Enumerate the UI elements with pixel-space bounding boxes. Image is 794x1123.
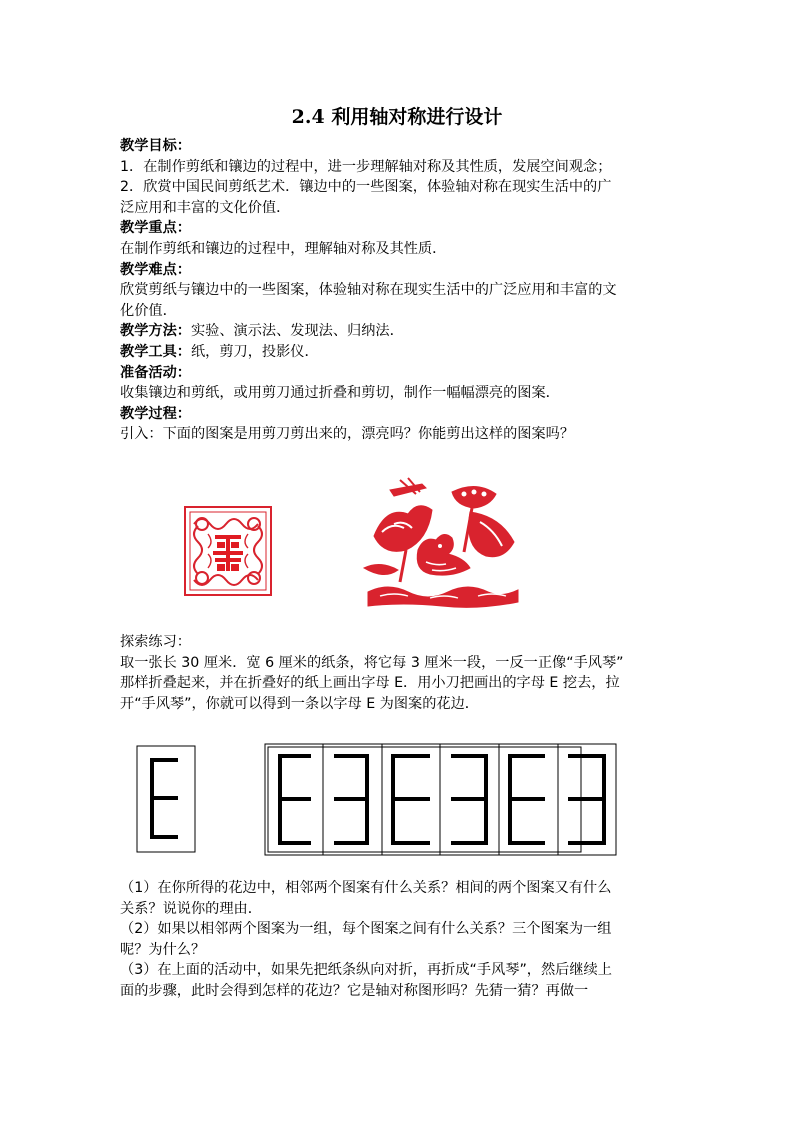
single-letter-e (137, 746, 195, 852)
letter-e-border-strip (265, 744, 616, 855)
question-1a: （1）在你所得的花边中，相邻两个图案有什么关系？相间的两个图案又有什么 (120, 880, 612, 896)
method-text: 实验、演示法、发现法、归纳法． (190, 323, 404, 340)
goal-line-2a: 2．欣赏中国民间剪纸艺术．镶边中的一些图案，体验轴对称在现实生活中的广 (120, 179, 612, 196)
difficulty-heading: 教学难点： (120, 261, 191, 278)
question-3a: （3）在上面的活动中，如果先把纸条纵向对折，再折成“手风琴”，然后继续上 (120, 962, 612, 979)
double-happiness-papercut-icon (182, 504, 274, 598)
explore-line-2: 那样折叠起来，并在折叠好的纸上画出字母 E．用小刀把画出的字母 E 挖去，拉 (120, 675, 620, 692)
explore-section (120, 632, 676, 714)
goal-heading: 教学目标： (120, 138, 191, 154)
explore-line-1: 取一张长 30 厘米．宽 6 厘米的纸条，将它每 3 厘米一段，一反一正像“手风琴” (120, 654, 624, 671)
difficulty-line-1: 欣赏剪纸与镶边中的一些图案，体验轴对称在现实生活中的广泛应用和丰富的文 (120, 282, 617, 299)
papercut-images (0, 470, 794, 620)
key-text: 在制作剪纸和镶边的过程中，理解轴对称及其性质． (120, 240, 447, 257)
goal-line-1: 1．在制作剪纸和镶边的过程中，进一步理解轴对称及其性质，发展空间观念； (120, 158, 612, 175)
explore-heading: 探索练习： (120, 634, 191, 650)
question-3b: 面的步骤，此时会得到怎样的花边？它是轴对称图形吗？先猜一猜？再做一 (120, 982, 589, 999)
process-heading: 教学过程： (120, 405, 191, 422)
page-title: 2.4 利用轴对称进行设计 (291, 106, 503, 128)
difficulty-line-2: 化价值． (120, 302, 177, 319)
tools-heading: 教学工具： (120, 343, 191, 360)
questions-section (120, 878, 676, 1002)
question-2b: 呢？为什么？ (120, 941, 206, 958)
method-heading: 教学方法： (120, 323, 191, 340)
tools-line (120, 342, 676, 363)
lotus-mandarin-ducks-papercut-icon (360, 472, 526, 610)
explore-line-3: 开“手风琴”，你就可以得到一条以字母 E 为图案的花边． (120, 695, 479, 712)
question-2a: （2）如果以相邻两个图案为一组，每个图案之间有什么关系？三个图案为一组 (120, 921, 612, 938)
letter-e-strip (0, 740, 794, 860)
goal-line-2b: 泛应用和丰富的文化价值． (120, 199, 291, 216)
letter-e-border-figure (0, 740, 794, 860)
tools-text: 纸，剪刀，投影仪． (190, 343, 319, 360)
key-heading: 教学重点： (120, 220, 191, 237)
prep-text: 收集镶边和剪纸，或用剪刀通过折叠和剪切，制作一幅幅漂亮的图案． (120, 385, 560, 402)
lesson-plan-body (120, 136, 676, 445)
process-intro: 引入：下面的图案是用剪刀剪出来的，漂亮吗？你能剪出这样的图案吗？ (120, 426, 575, 443)
question-1b: 关系？说说你的理由． (120, 900, 262, 917)
prep-heading: 准备活动： (120, 364, 191, 381)
method-line (120, 321, 676, 342)
